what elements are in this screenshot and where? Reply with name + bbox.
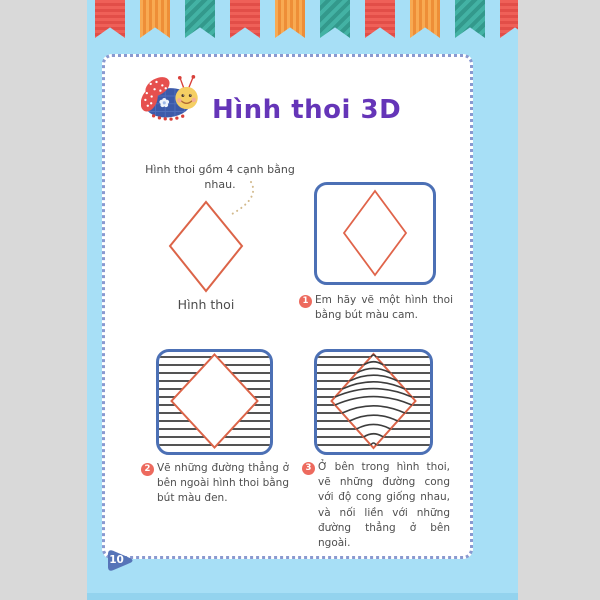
paper [87,0,518,600]
step-1-text: Em hãy vẽ một hình thoi bằng bút màu cam. [315,294,453,322]
curves-inside-rhombus-drawing [317,352,430,452]
flag-orange [275,0,305,38]
ladybug-bee-icon [141,73,205,121]
flag-banner [87,0,518,42]
flag-teal [455,0,485,38]
step-2-text: Vẽ những đường thẳng ở bên ngoài hình thoi bằng bút màu đen. [157,462,289,505]
flag-red [500,0,518,38]
panel-step2-lines [156,349,273,455]
step-1-badge: 1 [299,295,312,308]
rhombus-example [158,198,254,296]
rhombus-example-label: Hình thoi [177,297,235,312]
flag-orange [410,0,440,38]
panel-step1-rhombus [314,182,436,285]
flag-teal [320,0,350,38]
lesson-caption: Hình thoi gồm 4 cạnh bằng nhau. [145,163,295,191]
flag-red [95,0,125,38]
flag-red [365,0,395,38]
page-number: 10 [109,554,124,566]
lines-outside-rhombus-drawing [159,352,270,452]
rhombus-drawing [317,185,433,282]
flag-teal [185,0,215,38]
worksheet-card [102,54,473,559]
page-number-badge [105,547,135,574]
step-2-badge: 2 [141,463,154,476]
panel-step3-curves [314,349,433,455]
page-title: Hình thoi 3D [212,95,402,125]
step-3-badge: 3 [302,462,315,475]
flag-red [230,0,260,38]
flag-orange [140,0,170,38]
page-bottom-edge [87,593,518,600]
step-3-text: Ở bên trong hình thoi, vẽ những đường cong với độ cong giống nhau, và nối liền với những đường thẳng ở bên ngoài. [318,461,450,550]
